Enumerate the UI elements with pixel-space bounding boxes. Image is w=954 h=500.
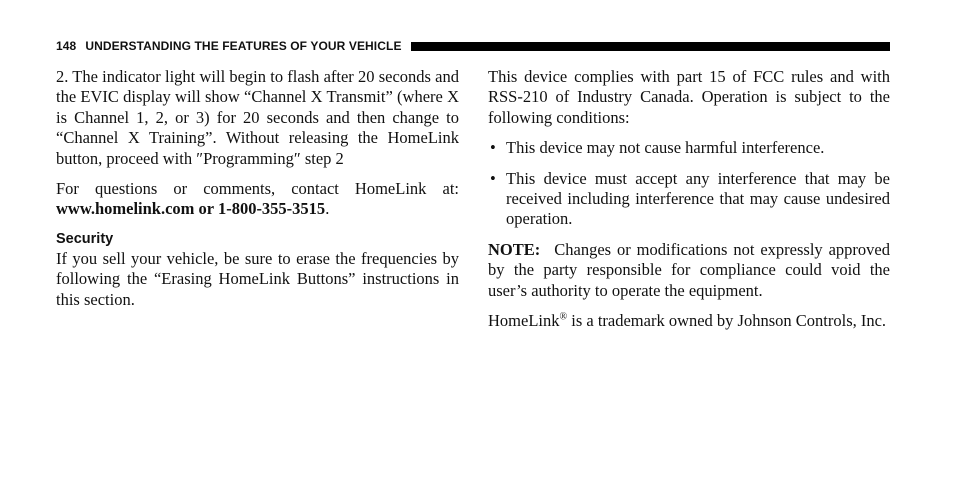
list-item (488, 138, 890, 158)
trademark-name: HomeLink (488, 311, 560, 331)
list-item-text: This device must accept any interference that may be received including interference that may cause undesired operation. (506, 168, 890, 229)
registered-trademark-symbol: ® (559, 311, 568, 323)
step-2-paragraph: 2. The indicator light will begin to flash after 20 seconds and the EVIC display will show “Channel X Transmit” (where X is Channel 1, 2, or 3) for 20 seconds and then change to “Channel X Training”. Without releasing the HomeLink button, proceed with ″Programming″ step 2 (56, 67, 459, 168)
note-paragraph (488, 240, 890, 301)
bullet-icon: • (490, 168, 496, 188)
trademark-paragraph (488, 311, 890, 331)
right-column (488, 67, 890, 341)
security-heading: Security (56, 230, 114, 247)
section-title: UNDERSTANDING THE FEATURES OF YOUR VEHICLE (85, 39, 402, 53)
bullet-icon: • (490, 138, 496, 158)
note-text: Changes or modifications not expressly approved by the party responsible for compliance could void the user’s authority to operate the equipment. (488, 239, 890, 300)
contact-text: For questions or comments, contact HomeLink at: (56, 179, 459, 199)
contact-period: . (325, 199, 330, 219)
list-item-text: This device may not cause harmful interference. (506, 138, 825, 158)
note-label: NOTE: (488, 239, 541, 259)
security-paragraph: If you sell your vehicle, be sure to erase the frequencies by following the “Erasing HomeLink Buttons” instructions in this section. (56, 248, 459, 309)
page-number: 148 (56, 39, 77, 53)
conditions-list (488, 138, 890, 230)
fcc-paragraph: This device complies with part 15 of FCC rules and with RSS-210 of Industry Canada. Operation is subject to the following conditions: (488, 67, 890, 127)
list-item (488, 169, 890, 230)
trademark-text: is a trademark owned by Johnson Controls, Inc. (567, 311, 887, 331)
contact-info: www.homelink.com or 1-800-355-3515 (56, 199, 326, 219)
header-rule (411, 42, 890, 51)
left-column (56, 67, 459, 320)
page-header (56, 38, 890, 54)
contact-paragraph (56, 179, 459, 220)
